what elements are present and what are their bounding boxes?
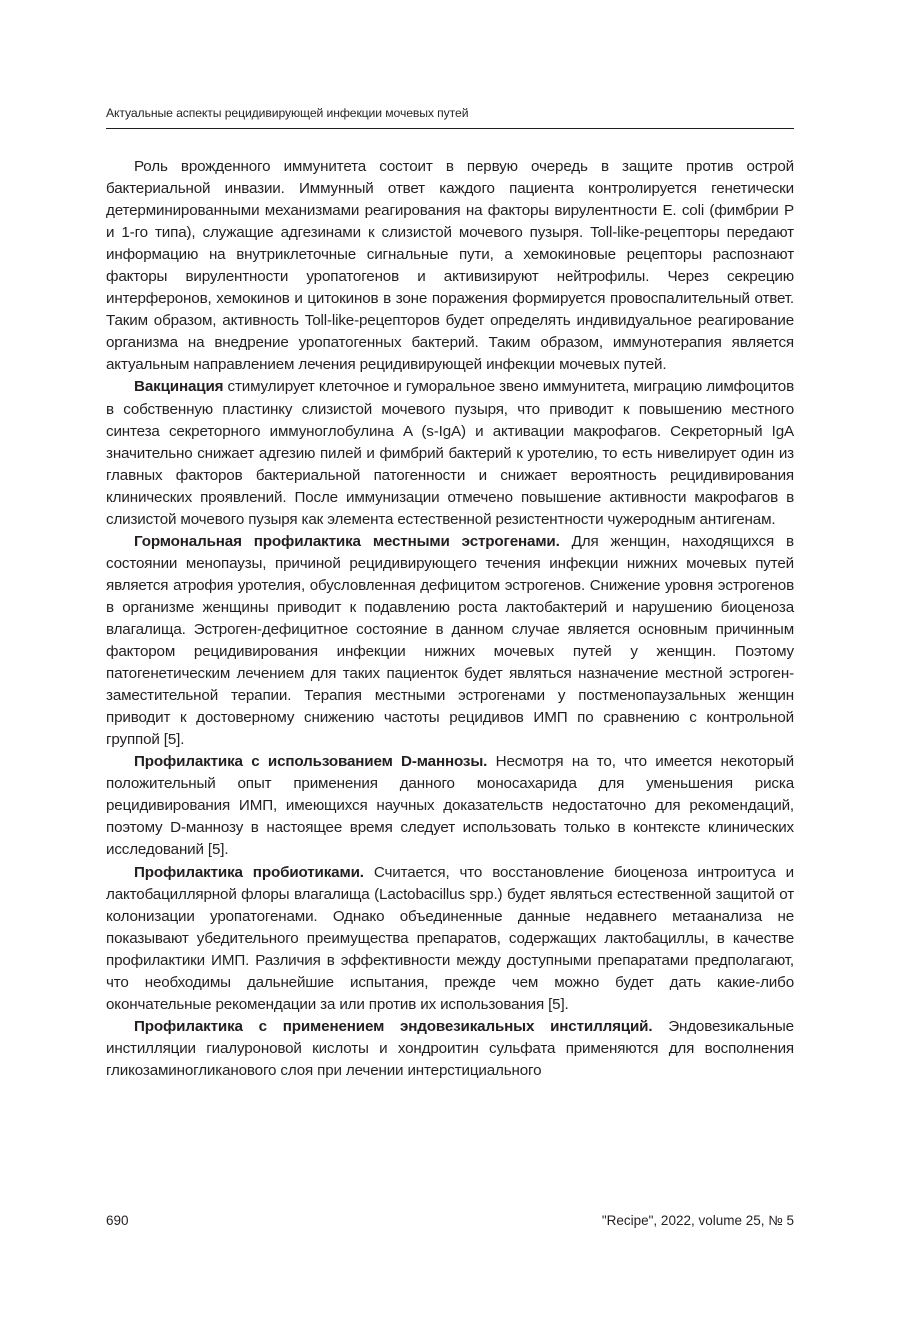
running-head bbox=[106, 104, 794, 129]
article-body bbox=[106, 156, 794, 1082]
paragraph-text: Эндовезикальные инстилляции гиалуроновой кислоты и хондроитин сульфата применяются для восполнения гликозаминогликанового слоя при лечении интерстициального bbox=[106, 1017, 794, 1079]
paragraph-heading: Вакцинация bbox=[134, 378, 224, 396]
paragraph-text: Несмотря на то, что имеется некоторый положительный опыт применения данного моносахарида для уменьшения риска рецидивирования ИМП, имеющихся научных доказательств недостаточно для рекомендаций, поэтому D-маннозу в настоящее время следует использовать только в контексте клинических исследований [5]. bbox=[106, 753, 795, 859]
paragraph-text: Считается, что восстановление биоценоза интроитуса и лактобациллярной флоры влагалища (Lactobacillus spp.) будет являться естественной защитой от колонизации уропатогенами. Однако объединенные данные недавнего метаанализа не показывают убедительного преимущества препаратов, содержащих лактобациллы, в качестве профилактики ИМП. Различия в эффективности между доступными препаратами предполагают, что необходимы дальнейшие испытания, прежде чем можно будет дать какие-либо окончательные рекомендации за или против их использования [5]. bbox=[106, 863, 794, 1013]
paragraph-heading: Гормональная профилактика местными эстрогенами. bbox=[134, 532, 560, 550]
paragraph-heading: Профилактика с применением эндовезикальных инстилляций. bbox=[134, 1017, 653, 1035]
paragraph-endovesical-instillations bbox=[106, 1016, 794, 1082]
paragraph-vaccination bbox=[106, 376, 794, 530]
page-number: 690 bbox=[106, 1213, 129, 1228]
paragraph-text: Роль врожденного иммунитета состоит в первую очередь в защите против острой бактериальной инвазии. Иммунный ответ каждого пациента контролируется генетически детерминированными механизмами реагирования на факторы вирулентности E. coli (фимбрии P и 1-го типа), служащие адгезинами к слизистой мочевого пузыря. Toll-like-рецепторы передают информацию на внутриклеточные сигнальные пути, а хемокиновые рецепторы распознают факторы вирулентности уропатогенов и активизируют нейтрофилы. Через секрецию интерферонов, хемокинов и цитокинов в зоне поражения формируется провоспалительный ответ. Таким образом, активность Toll-like-рецепторов будет определять индивидуальное реагирование организма на внедрение уропатогенных бактерий. Таким образом, иммунотерапия является актуальным направлением лечения рецидивирующей инфекции мочевых путей. bbox=[106, 158, 794, 374]
paragraph-innate-immunity bbox=[106, 156, 794, 376]
paragraph-text: стимулирует клеточное и гуморальное звено иммунитета, миграцию лимфоцитов в собственную пластинку слизистой мочевого пузыря, что приводит к повышению местного синтеза секреторного иммуноглобулина A (s-IgA) и активации макрофагов. Секреторный IgA значительно снижает адгезию пилей и фимбрий бактерий к уротелию, то есть нивелирует один из главных факторов бактериальной патогенности и снижает вероятность рецидивирования клинических проявлений. После иммунизации отмечено повышение активности макрофагов в слизистой мочевого пузыря как элемента естественной резистентности чужеродным антигенам. bbox=[106, 378, 794, 528]
paragraph-probiotics bbox=[106, 862, 794, 1016]
paragraph-d-mannose bbox=[106, 751, 794, 861]
paragraph-estrogen-prophylaxis bbox=[106, 531, 794, 751]
paragraph-heading: Профилактика пробиотиками. bbox=[134, 863, 364, 881]
paragraph-text: Для женщин, находящихся в состоянии менопаузы, причиной рецидивирующего течения инфекции нижних мочевых путей является атрофия уротелия, обусловленная дефицитом эстрогенов. Снижение уровня эстрогенов в организме женщины приводит к подавлению роста лактобактерий и нарушению биоценоза влагалища. Эстроген-дефицитное состояние в данном случае является основным причинным фактором рецидивирования инфекции нижних мочевых путей у женщин. Поэтому патогенетическим лечением для таких пациенток будет являться назначение местной эстроген-заместительной терапии. Терапия местными эстрогенами у постменопаузальных женщин приводит к достоверному снижению частоты рецидивов ИМП по сравнению с контрольной группой [5]. bbox=[106, 532, 794, 749]
journal-citation: "Recipe", 2022, volume 25, № 5 bbox=[601, 1213, 794, 1228]
running-title: Актуальные аспекты рецидивирующей инфекции мочевых путей bbox=[106, 106, 469, 120]
paragraph-heading: Профилактика с использованием D-маннозы. bbox=[134, 753, 488, 771]
